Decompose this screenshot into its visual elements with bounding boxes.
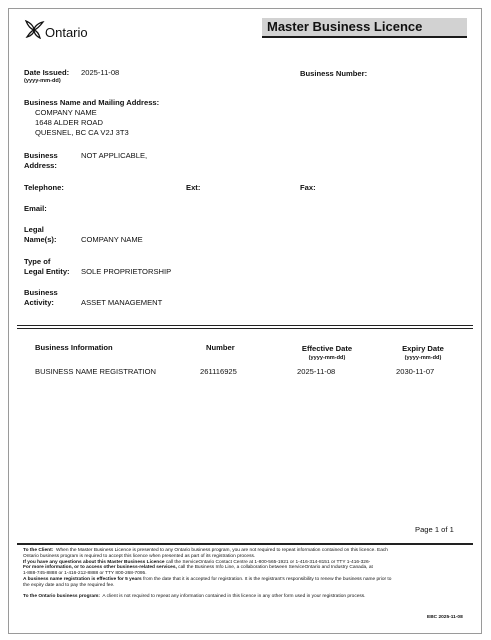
document-title: Master Business Licence bbox=[262, 18, 467, 38]
name-address-label: Business Name and Mailing Address: bbox=[24, 98, 160, 107]
divider-top bbox=[17, 325, 473, 326]
footer-more-info-bold: For more information, or to access other business-related services, bbox=[23, 565, 177, 571]
row-expiry-date: 2030-11-07 bbox=[396, 367, 435, 376]
legal-name-label bbox=[24, 225, 57, 245]
footer-questions-text: call the ServiceOntario Contact Centre at 1-800-565-1921 or 1-416-314-8151 or TTY 1-416-326- bbox=[165, 559, 371, 565]
date-issued-label: Date Issued: bbox=[24, 68, 70, 77]
address-line-1: COMPANY NAME bbox=[35, 108, 97, 117]
business-address-label-line-1: Business bbox=[24, 151, 58, 160]
fax-label: Fax: bbox=[300, 183, 316, 192]
date-format-hint: (yyyy-mm-dd) bbox=[24, 78, 61, 84]
legal-name-label-line-2: Name(s): bbox=[24, 235, 57, 244]
business-address-value: NOT APPLICABLE, bbox=[81, 151, 148, 160]
footer-more-info-text: call the Business Info Line, a collaboration between ServiceOntario and Industry Canada, at bbox=[178, 565, 373, 571]
legal-entity-label-line-1: Type of bbox=[24, 257, 51, 266]
footer-program-text: A client is not required to repeat any information contained in this licence in any other form used in your registration process. bbox=[102, 593, 366, 599]
effective-date-title: Effective Date bbox=[301, 344, 353, 353]
business-activity-label bbox=[24, 288, 58, 308]
footer-registration-line-2: the expiry date and to pay the required fee. bbox=[23, 582, 115, 588]
telephone-label: Telephone: bbox=[24, 183, 64, 192]
expiry-date-format: (yyyy-mm-dd) bbox=[404, 355, 442, 361]
row-number: 261116925 bbox=[200, 367, 237, 376]
logo-wordmark: Ontario bbox=[45, 25, 88, 40]
address-line-3: QUESNEL, BC CA V2J 3T3 bbox=[35, 128, 129, 137]
footer-divider bbox=[17, 543, 473, 545]
ext-label: Ext: bbox=[186, 183, 201, 192]
licence-page bbox=[8, 8, 482, 634]
footer-client-text-1: When the Master Business Licence is presented to any Ontario business program, you are not required to repeat information contained on this licence. Each bbox=[55, 548, 388, 553]
business-activity-label-line-2: Activity: bbox=[24, 298, 54, 307]
business-activity-label-line-1: Business bbox=[24, 288, 58, 297]
business-address-label-line-2: Address: bbox=[24, 161, 57, 170]
business-activity-value: ASSET MANAGEMENT bbox=[81, 298, 163, 307]
row-effective-date: 2025-11-08 bbox=[297, 367, 336, 376]
legal-entity-value: SOLE PROPRIETORSHIP bbox=[81, 267, 172, 276]
legal-name-value: COMPANY NAME bbox=[81, 235, 143, 244]
address-line-2: 1648 ALDER ROAD bbox=[35, 118, 103, 127]
footer-more-info-line-2: 1-888-745-8888 or 1-416-212-8888 or TTY 800-268-7095. bbox=[23, 571, 147, 577]
effective-date-format: (yyyy-mm-dd) bbox=[308, 355, 346, 361]
row-business-info: BUSINESS NAME REGISTRATION bbox=[35, 367, 156, 376]
trillium-icon bbox=[23, 19, 45, 39]
divider-bottom bbox=[17, 328, 473, 329]
footer-registration-bold: A business name registration is effective for 5 years bbox=[23, 576, 142, 582]
page-number: Page 1 of 1 bbox=[415, 525, 454, 534]
col-header-effective bbox=[292, 344, 362, 354]
email-label: Email: bbox=[24, 204, 47, 213]
col-header-number: Number bbox=[206, 343, 235, 352]
footer-questions-bold: If you have any questions about this Master Business Licence bbox=[23, 559, 165, 565]
form-code: EBC 2025-11-08 bbox=[427, 615, 463, 620]
col-header-business-info: Business Information bbox=[35, 343, 113, 352]
date-issued-value: 2025-11-08 bbox=[81, 68, 120, 77]
table-row bbox=[9, 367, 483, 379]
footer-registration-text: from the date that it is accepted for registration. It is the registrant's responsibility to renew the business name prior to bbox=[143, 576, 392, 582]
col-header-expiry bbox=[392, 344, 454, 354]
legal-name-label-line-1: Legal bbox=[24, 225, 44, 234]
footer-client-line-2: Ontario business program is required to accept this licence when presented as part of its registration process. bbox=[23, 553, 256, 559]
expiry-date-title: Expiry Date bbox=[402, 344, 444, 353]
footer-program-line bbox=[23, 594, 473, 600]
footer-notes bbox=[23, 548, 473, 599]
business-address-label bbox=[24, 151, 58, 171]
business-number-label: Business Number: bbox=[300, 69, 368, 78]
footer-client-label: To the Client: bbox=[23, 548, 54, 553]
legal-entity-label bbox=[24, 257, 70, 277]
legal-entity-label-line-2: Legal Entity: bbox=[24, 267, 70, 276]
footer-program-label: To the Ontario business program: bbox=[23, 593, 100, 599]
ontario-logo bbox=[23, 19, 113, 43]
